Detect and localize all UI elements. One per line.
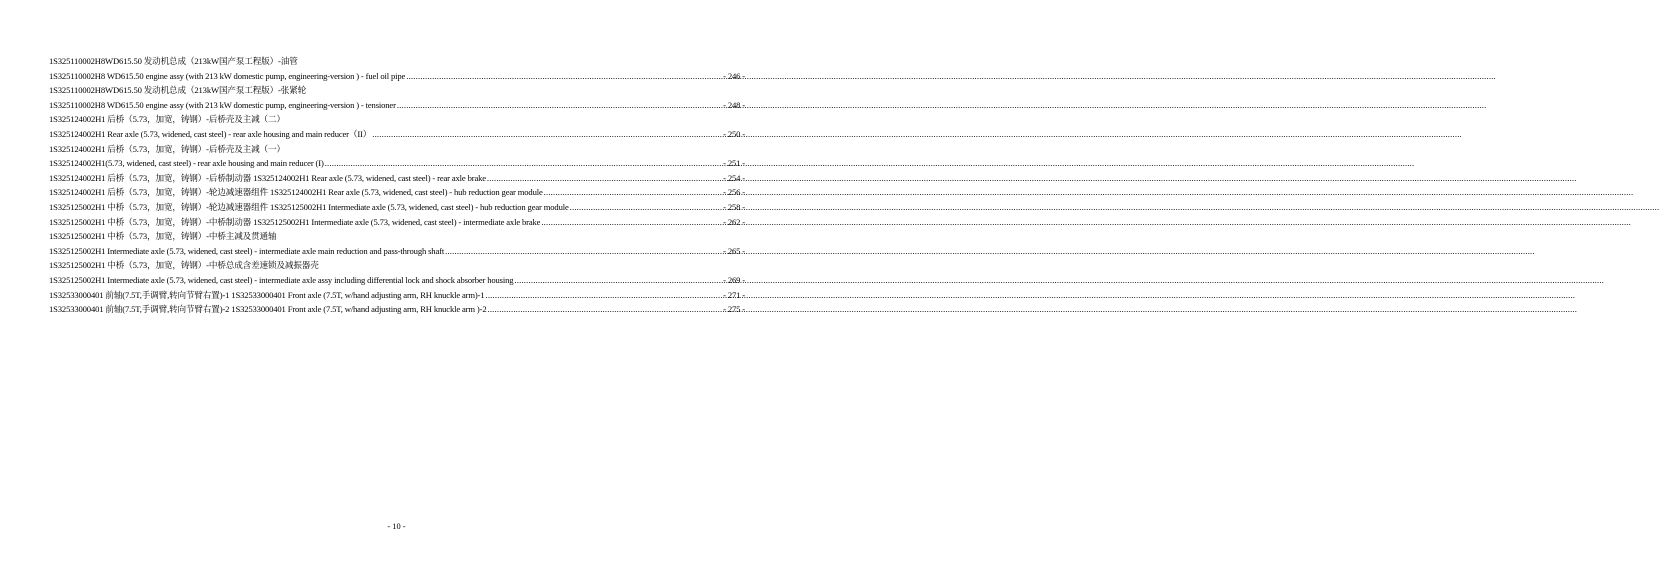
toc-entry[interactable] xyxy=(49,288,745,303)
toc-leader-dots xyxy=(325,156,722,171)
toc-entry[interactable] xyxy=(49,273,745,288)
toc-entry[interactable] xyxy=(49,156,745,171)
toc-entry-title: 1S325124002H1 后桥（5.73，加宽，铸钢）-轮边减速器组件 1S325124002H1 Rear axle (5.73, widened, cast steel) - hub reduction gear module xyxy=(49,187,543,198)
toc-entry-title: 1S325110002H8WD615.50 发动机总成（213kW国产泵工程版）-张紧轮 xyxy=(49,85,307,96)
toc-entry[interactable] xyxy=(49,127,745,142)
toc-leader-dots xyxy=(541,215,722,230)
toc-entry-title: 1S325125002H1 中桥（5.73，加宽，铸钢）-轮边减速器组件 1S325125002H1 Intermediate axle (5.73, widened, cast steel) - hub reduction gear module xyxy=(49,201,569,212)
toc-entry[interactable] xyxy=(49,83,745,98)
toc-entry-title: 1S325125002H1 Intermediate axle (5.73, widened, cast steel) - intermediate axle main reduction and pass-through shaft xyxy=(49,245,445,256)
toc-leader-dots xyxy=(397,98,722,113)
toc-entry[interactable] xyxy=(49,302,745,317)
toc-entry-page: - 250 - xyxy=(723,128,745,139)
toc-leader-dots xyxy=(570,200,723,215)
toc-entry-page: - 262 - xyxy=(723,216,745,227)
toc-entry[interactable] xyxy=(49,258,745,273)
toc-entry[interactable] xyxy=(49,200,745,215)
toc-entry-page: - 248 - xyxy=(723,99,745,110)
toc-entry-title: 1S325110002H8WD615.50 发动机总成（213kW国产泵工程版）-油管 xyxy=(49,56,298,66)
toc-entry[interactable] xyxy=(49,98,745,113)
toc-leader-dots xyxy=(487,302,722,317)
toc-entry[interactable] xyxy=(49,185,745,200)
toc-entry-title: 1S325125002H1 Intermediate axle (5.73, widened, cast steel) - intermediate axle assy including differential lock and shock absorber housing xyxy=(49,274,514,285)
toc-leader-dots xyxy=(485,288,722,303)
toc-entry-title: 1S32533000401 前轴(7.5T,手调臂,转向节臂右置)-1 1S32533000401 Front axle (7.5T, w/hand adjusting arm, RH knuckle arm)-1 xyxy=(49,289,485,300)
toc-entry-title: 1S325124002H1 后桥（5.73，加宽，铸钢）-后桥壳及主减（二） xyxy=(49,114,285,125)
toc-entry-page: - 256 - xyxy=(723,187,745,198)
toc-entry[interactable] xyxy=(49,229,745,244)
toc-entry-title: 1S325110002H8 WD615.50 engine assy (with 213 kW domestic pump, engineering-version ) - fuel oil pipe xyxy=(49,70,406,81)
toc-entry-page: - 275 - xyxy=(723,304,745,315)
toc-leader-dots xyxy=(372,127,722,142)
toc-entry[interactable] xyxy=(49,142,745,157)
toc-entry-title: 1S32533000401 前轴(7.5T,手调臂,转向节臂右置)-2 1S32533000401 Front axle (7.5T, w/hand adjusting arm, RH knuckle arm )-2 xyxy=(49,304,487,315)
toc-entry-title: 1S325124002H1 Rear axle (5.73, widened, cast steel) - rear axle housing and main reducer（II） xyxy=(49,128,372,139)
toc-entry-title: 1S325124002H1 后桥（5.73，加宽，铸钢）-后桥壳及主减（一） xyxy=(49,143,285,154)
toc-entry-title: 1S325125002H1 中桥（5.73，加宽，铸钢）-中桥主减及贯通轴 xyxy=(49,231,277,242)
toc-entry-title: 1S325124002H1(5.73, widened, cast steel) - rear axle housing and main reducer (I) xyxy=(49,158,324,169)
toc-entry[interactable] xyxy=(49,244,745,259)
toc-entry[interactable] xyxy=(49,171,745,186)
toc-entry-page: - 251 - xyxy=(723,158,745,169)
toc-leader-dots xyxy=(445,244,722,259)
toc-entry-page: - 271 - xyxy=(723,289,745,300)
toc-entry-page: - 265 - xyxy=(723,245,745,256)
table-of-contents xyxy=(49,54,745,317)
toc-entry[interactable] xyxy=(49,112,745,127)
toc-entry[interactable] xyxy=(49,215,745,230)
toc-entry-page: - 254 - xyxy=(723,172,745,183)
toc-entry[interactable] xyxy=(49,54,745,69)
toc-entry-title: 1S325110002H8 WD615.50 engine assy (with 213 kW domestic pump, engineering-version ) - tensioner xyxy=(49,99,396,110)
toc-entry-page: - 258 - xyxy=(723,201,745,212)
toc-leader-dots xyxy=(406,69,722,84)
toc-entry-page: - 246 - xyxy=(723,70,745,81)
page-number: - 10 - xyxy=(387,522,406,531)
toc-entry-page: - 269 - xyxy=(723,274,745,285)
toc-entry-title: 1S325125002H1 中桥（5.73，加宽，铸钢）-中桥总成含差速锁及减振器壳 xyxy=(49,260,319,271)
toc-entry-title: 1S325125002H1 中桥（5.73，加宽，铸钢）-中桥制动器 1S325125002H1 Intermediate axle (5.73, widened, cast steel) - intermediate axle brake xyxy=(49,216,541,227)
toc-leader-dots xyxy=(544,185,723,200)
toc-leader-dots xyxy=(487,171,722,186)
toc-entry-title: 1S325124002H1 后桥（5.73，加宽，铸钢）-后桥制动器 1S325124002H1 Rear axle (5.73, widened, cast steel) - rear axle brake xyxy=(49,172,486,183)
toc-entry[interactable] xyxy=(49,69,745,84)
toc-leader-dots xyxy=(514,273,722,288)
